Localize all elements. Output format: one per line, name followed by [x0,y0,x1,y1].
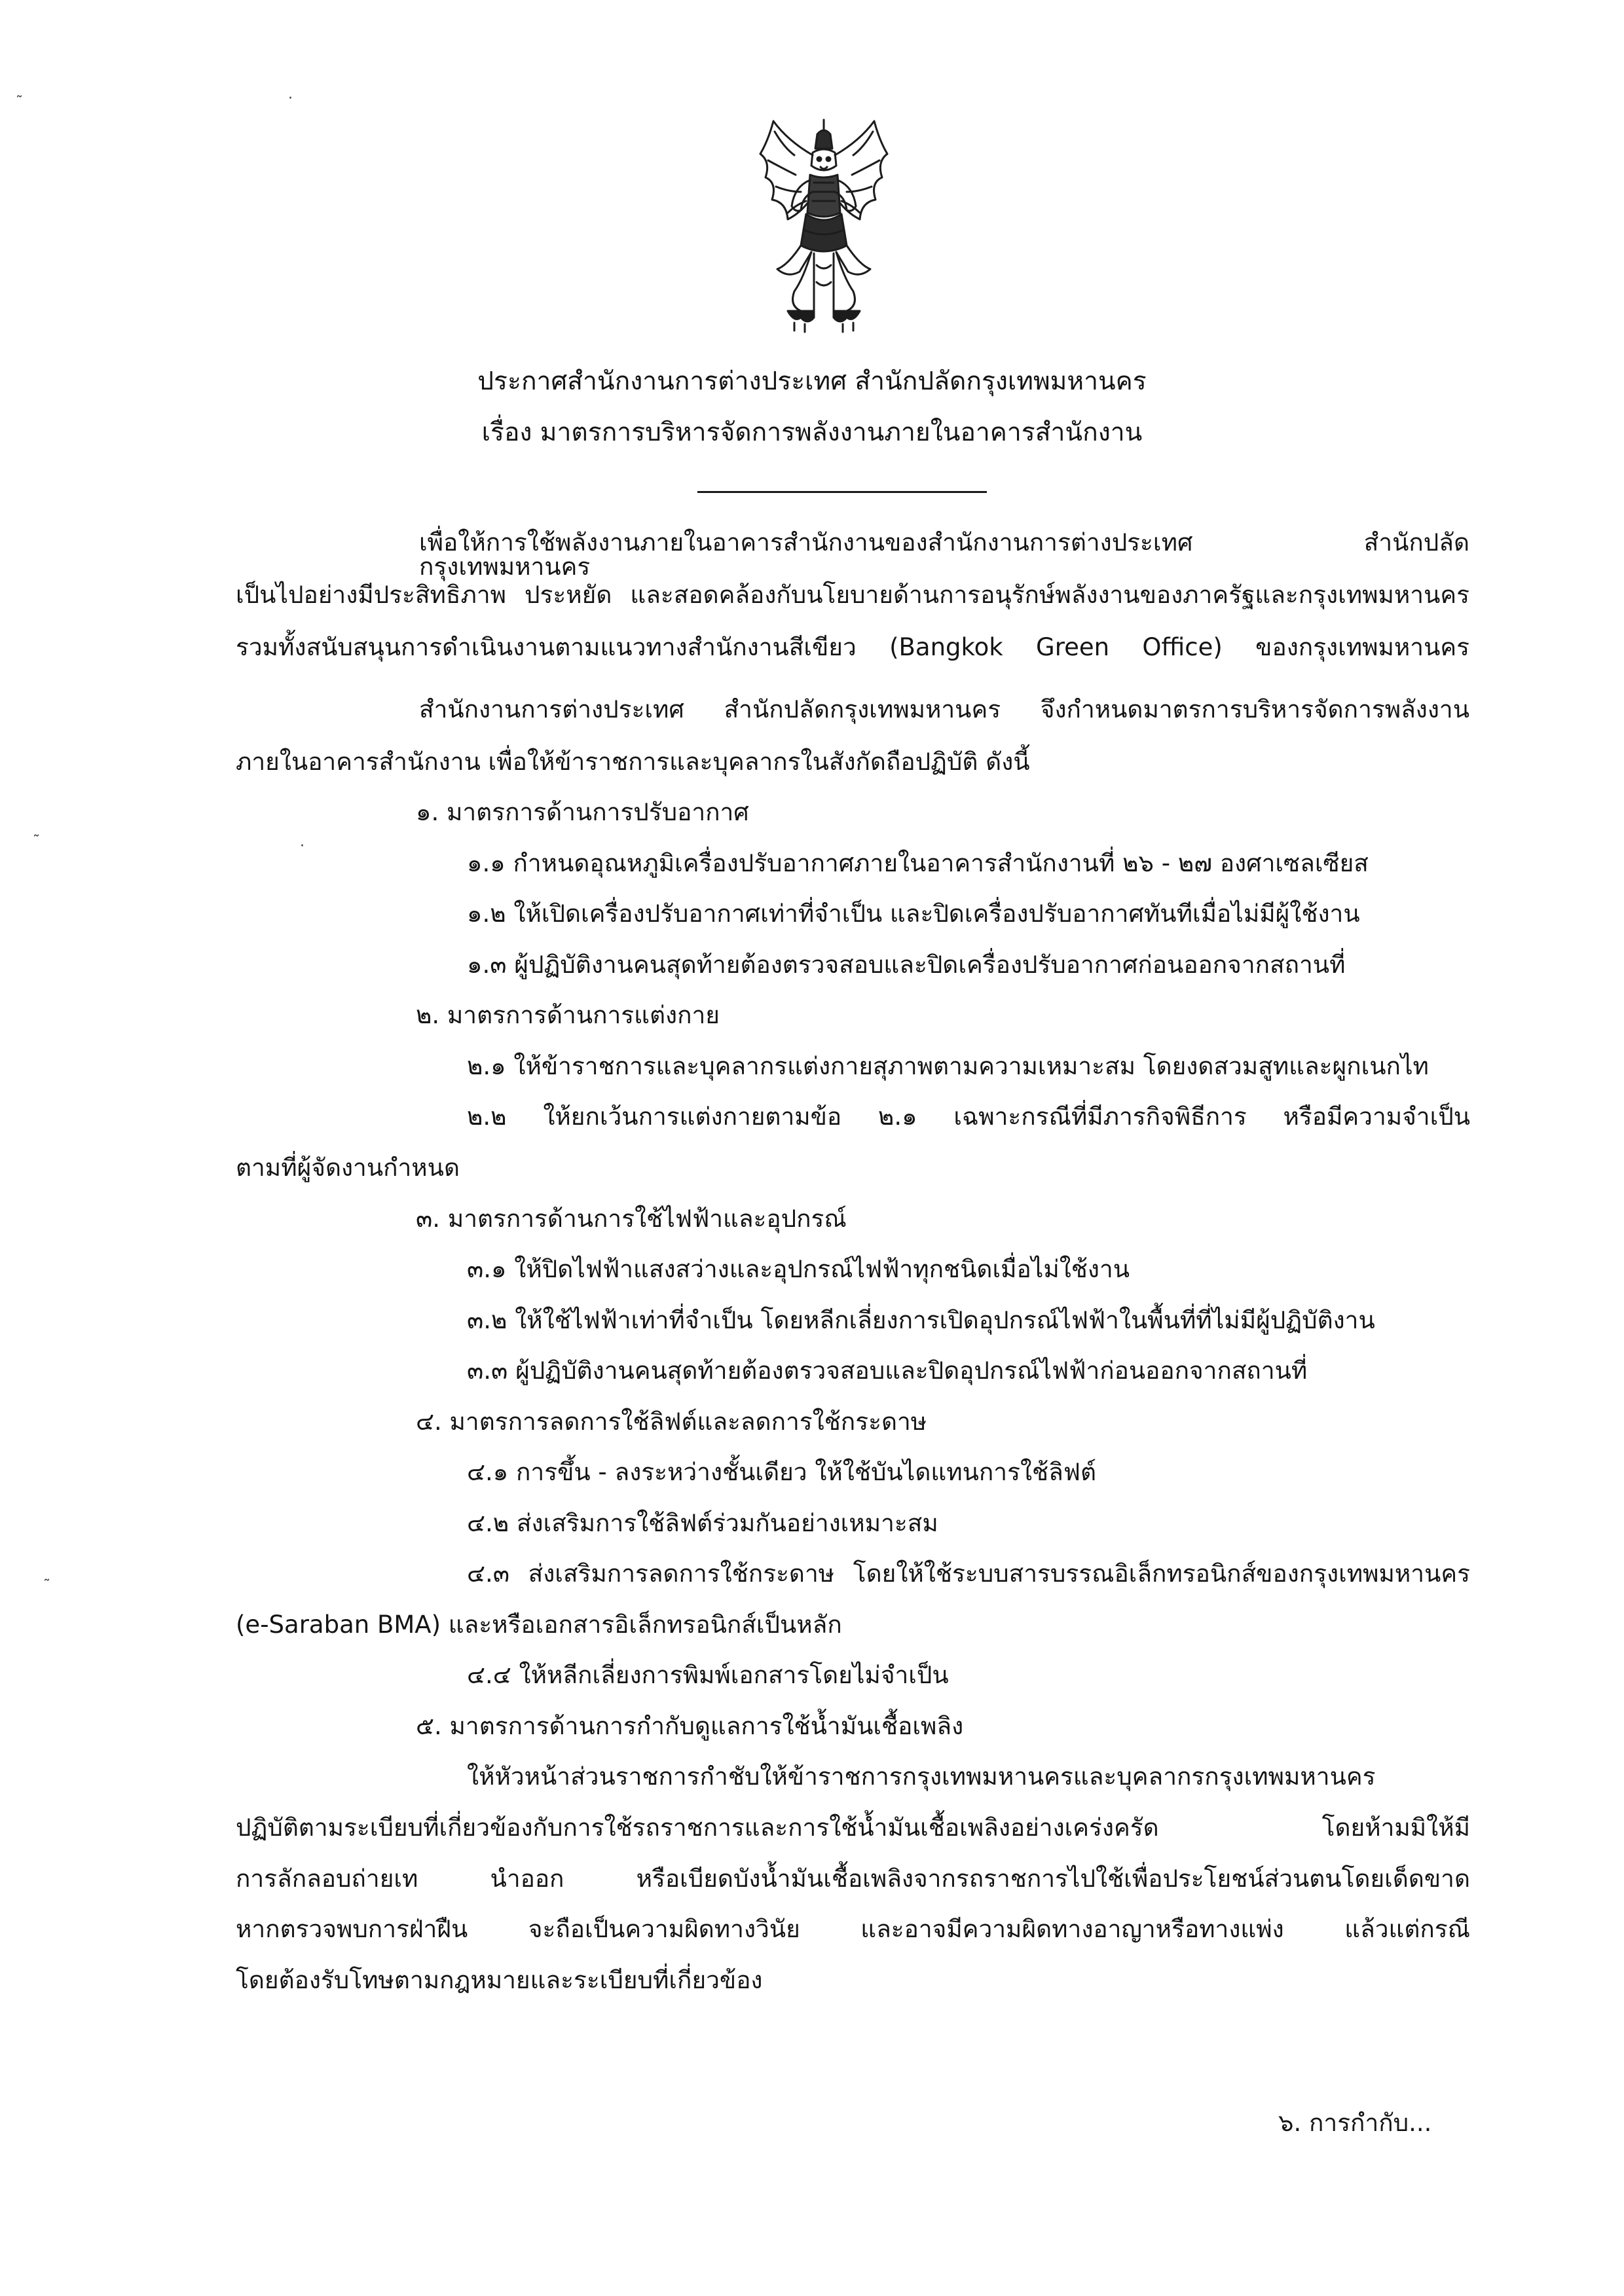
section-5-body-line-3: การลักลอบถ่ายเท นำออก หรือเบียดบังน้ำมันเชื้อเพลิงจากรถราชการไปใช้เพื่อประโยชน์ส่วนตนโดยเด็ดขาด [236,1865,1470,1893]
scan-speck: ˜ [33,833,40,850]
section-1-item-3: ๑.๓ ผู้ปฏิบัติงานคนสุดท้ายต้องตรวจสอบและปิดเครื่องปรับอากาศก่อนออกจากสถานที่ [467,951,1346,979]
page-continuation: ๖. การกำกับ... [1278,2109,1432,2137]
section-4-item-3-line-1: ๔.๓ ส่งเสริมการลดการใช้กระดาษ โดยให้ใช้ระบบสารบรรณอิเล็กทรอนิกส์ของกรุงเทพมหานคร [467,1559,1470,1588]
section-1-item-2: ๑.๒ ให้เปิดเครื่องปรับอากาศเท่าที่จำเป็น และปิดเครื่องปรับอากาศทันทีเมื่อไม่มีผู้ใช้งาน [467,900,1360,928]
section-4-item-3-line-2: (e-Saraban BMA) และหรือเอกสารอิเล็กทรอนิกส์เป็นหลัก [236,1611,842,1639]
intro-paragraph-2-line-2: ภายในอาคารสำนักงาน เพื่อให้ข้าราชการและบุคลากรในสังกัดถือปฏิบัติ ดังนี้ [236,748,1030,776]
section-5-body-line-5: โดยต้องรับโทษตามกฎหมายและระเบียบที่เกี่ยวข้อง [236,1966,763,1994]
section-2-title: ๒. มาตรการด้านการแต่งกาย [416,1001,720,1029]
scan-speck: · [288,90,293,107]
scan-speck: · [300,838,304,854]
scan-speck: ˜ [43,1578,50,1594]
section-3-item-1: ๓.๑ ให้ปิดไฟฟ้าแสงสว่างและอุปกรณ์ไฟฟ้าทุกชนิดเมื่อไม่ใช้งาน [467,1255,1130,1283]
scan-speck: ˜ [16,94,23,111]
section-1-item-1: ๑.๑ กำหนดอุณหภูมิเครื่องปรับอากาศภายในอาคารสำนักงานที่ ๒๖ - ๒๗ องศาเซลเซียส [467,849,1369,877]
section-3-item-2: ๓.๒ ให้ใช้ไฟฟ้าเท่าที่จำเป็น โดยหลีกเลี่ยงการเปิดอุปกรณ์ไฟฟ้าในพื้นที่ที่ไม่มีผู้ปฏิบัติงาน [467,1306,1375,1334]
header-divider [697,491,987,493]
section-4-title: ๔. มาตรการลดการใช้ลิฟต์และลดการใช้กระดาษ [416,1408,927,1436]
announcement-subject: เรื่อง มาตรการบริหารจัดการพลังงานภายในอาคารสำนักงาน [481,418,1143,447]
section-4-item-4: ๔.๔ ให้หลีกเลี่ยงการพิมพ์เอกสารโดยไม่จำเป็น [467,1661,949,1689]
section-5-body-line-4: หากตรวจพบการฝ่าฝืน จะถือเป็นความผิดทางวินัย และอาจมีความผิดทางอาญาหรือทางแพ่ง แล้วแต่กรณี [236,1915,1470,1943]
section-4-item-1: ๔.๑ การขึ้น - ลงระหว่างชั้นเดียว ให้ใช้บันไดแทนการใช้ลิฟต์ [467,1458,1097,1486]
section-3-title: ๓. มาตรการด้านการใช้ไฟฟ้าและอุปกรณ์ [416,1205,847,1233]
section-1-title: ๑. มาตรการด้านการปรับอากาศ [416,798,749,826]
section-5-body-line-2: ปฏิบัติตามระเบียบที่เกี่ยวข้องกับการใช้รถราชการและการใช้น้ำมันเชื้อเพลิงอย่างเคร่งครัด โดยห้ามมิให้มี [236,1813,1470,1842]
intro-paragraph-1-line-3: รวมทั้งสนับสนุนการดำเนินงานตามแนวทางสำนักงานสีเขียว (Bangkok Green Office) ของกรุงเทพมหานคร [236,633,1469,661]
intro-paragraph-2-line-1: สำนักงานการต่างประเทศ สำนักปลัดกรุงเทพมหานคร จึงกำหนดมาตรการบริหารจัดการพลังงาน [419,695,1469,723]
section-2-item-1: ๒.๑ ให้ข้าราชการและบุคลากรแต่งกายสุภาพตามความเหมาะสม โดยงดสวมสูทและผูกเนกไท [467,1052,1429,1080]
section-2-item-2-line-1: ๒.๒ ให้ยกเว้นการแต่งกายตามข้อ ๒.๑ เฉพาะกรณีที่มีภารกิจพิธีการ หรือมีความจำเป็น [467,1102,1470,1131]
section-4-item-2: ๔.๒ ส่งเสริมการใช้ลิฟต์ร่วมกันอย่างเหมาะสม [467,1509,938,1537]
garuda-emblem [748,115,899,337]
section-5-body-line-1: ให้หัวหน้าส่วนราชการกำชับให้ข้าราชการกรุงเทพมหานครและบุคลากรกรุงเทพมหานคร [467,1762,1376,1791]
section-3-item-3: ๓.๓ ผู้ปฏิบัติงานคนสุดท้ายต้องตรวจสอบและปิดอุปกรณ์ไฟฟ้าก่อนออกจากสถานที่ [467,1357,1308,1385]
intro-paragraph-1-line-2: เป็นไปอย่างมีประสิทธิภาพ ประหยัด และสอดคล้องกับนโยบายด้านการอนุรักษ์พลังงานของภาครัฐและกรุงเทพมหานคร [236,581,1469,609]
intro-paragraph-1-line-1: เพื่อให้การใช้พลังงานภายในอาคารสำนักงานของสำนักงานการต่างประเทศ สำนักปลัดกรุงเทพมหานคร [419,528,1469,581]
section-5-title: ๕. มาตรการด้านการกำกับดูแลการใช้น้ำมันเชื้อเพลิง [416,1712,964,1740]
section-2-item-2-line-2: ตามที่ผู้จัดงานกำหนด [236,1154,460,1182]
announcement-title: ประกาศสำนักงานการต่างประเทศ สำนักปลัดกรุงเทพมหานคร [477,367,1147,396]
